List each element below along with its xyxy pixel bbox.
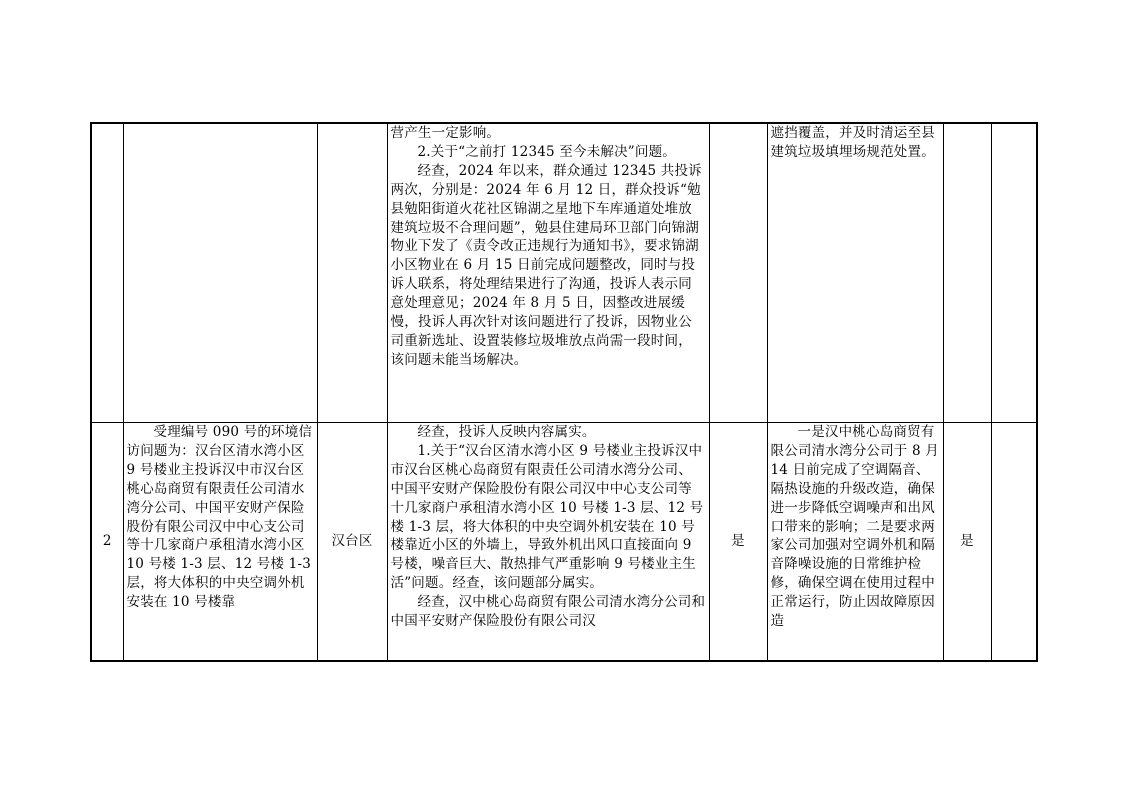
row2-measures-text: 一是汉中桃心岛商贸有限公司清水湾分公司于 8 月 14 日前完成了空调隔音、隔热设施的升级改造，确保进一步降低空调噪声和出风口带来的影响；二是要求两家公司加强对空调外机和隔音降噪设施的日常维护检修，确保空调在使用过程中正常运行，防止因故障原因造 — [770, 424, 939, 630]
row1-measures-cell — [767, 123, 943, 423]
row2-completed: 是 — [960, 533, 974, 550]
row2-issue-cell — [123, 423, 317, 662]
row2-district: 汉台区 — [331, 533, 373, 550]
row1-content-para: 营产生一定影响。 — [390, 125, 501, 141]
row2-verified: 是 — [731, 533, 745, 550]
row2-number: 2 — [102, 533, 112, 550]
row1-content-cell — [387, 123, 709, 423]
row2-content-para: 经查，汉中桃心岛商贸有限公司清水湾分公司和中国平安财产保险股份有限公司汉 — [390, 594, 706, 630]
row1-measures-text: 遮挡覆盖，并及时清运至县建筑垃圾填埋场规范处置。 — [770, 125, 935, 160]
table-row — [91, 123, 1037, 423]
row2-verified-cell — [709, 423, 767, 662]
table-row — [91, 423, 1037, 662]
complaint-table — [90, 122, 1038, 662]
row1-content-para: 2.关于“之前打 12345 至今未解决”问题。 — [417, 143, 677, 160]
row1-note-cell — [991, 123, 1037, 423]
row2-note-cell — [991, 423, 1037, 662]
row2-content-para: 经查，投诉人反映内容属实。 — [417, 424, 596, 440]
row1-verified-cell — [709, 123, 767, 423]
row2-content-para: 1.关于“汉台区清水湾小区 9 号楼业主投诉汉中市汉台区桃心岛商贸有限责任公司清水湾分公司、中国平安财产保险股份有限公司汉中中心支公司等十几家商户承租清水湾小区 10 号楼 1-3 层、12 号楼 1-3 层，将大体积的中央空调外机安装在 10 号楼靠近小区的外墙上，导致外机出风口直接面向 9 号楼，噪音巨大、散热排气严重影响 9 号楼业主生活”问题。经查，该问题部分属实。 — [390, 442, 704, 592]
row2-number-cell — [91, 423, 123, 662]
row1-number-cell — [91, 123, 123, 423]
row2-content-cell — [387, 423, 709, 662]
row1-issue-cell — [123, 123, 317, 423]
row2-measures-cell — [767, 423, 943, 662]
row1-content-para: 经查，2024 年以来，群众通过 12345 共投诉两次，分别是：2024 年 6 月 12 日，群众投诉“勉县勉阳街道火花社区锦湖之星地下车库通道处堆放建筑垃圾不合理问题”，勉县住建局环卫部门向锦湖物业下发了《责令改正违规行为通知书》，要求锦湖小区物业在 6 月 15 日前完成问题整改，同时与投诉人联系，将处理结果进行了沟通，投诉人表示同意处理意见；2024 年 8 月 5 日，因整改进展缓慢，投诉人再次针对该问题进行了投诉，因物业公司重新选址、设置装修垃圾堆放点尚需一段时间，该问题未能当场解决。 — [390, 162, 702, 368]
row2-completed-cell — [943, 423, 991, 662]
row2-district-cell — [317, 423, 387, 662]
row1-district-cell — [317, 123, 387, 423]
row2-issue-text: 受理编号 090 号的环境信访问题为：汉台区清水湾小区 9 号楼业主投诉汉中市汉台区桃心岛商贸有限责任公司清水湾分公司、中国平安财产保险股份有限公司汉中中心支公司等十几家商户承租清水湾小区 10 号楼 1-3 层、12 号楼 1-3 层，将大体积的中央空调外机安装在 10 号楼靠 — [126, 424, 313, 611]
row1-completed-cell — [943, 123, 991, 423]
